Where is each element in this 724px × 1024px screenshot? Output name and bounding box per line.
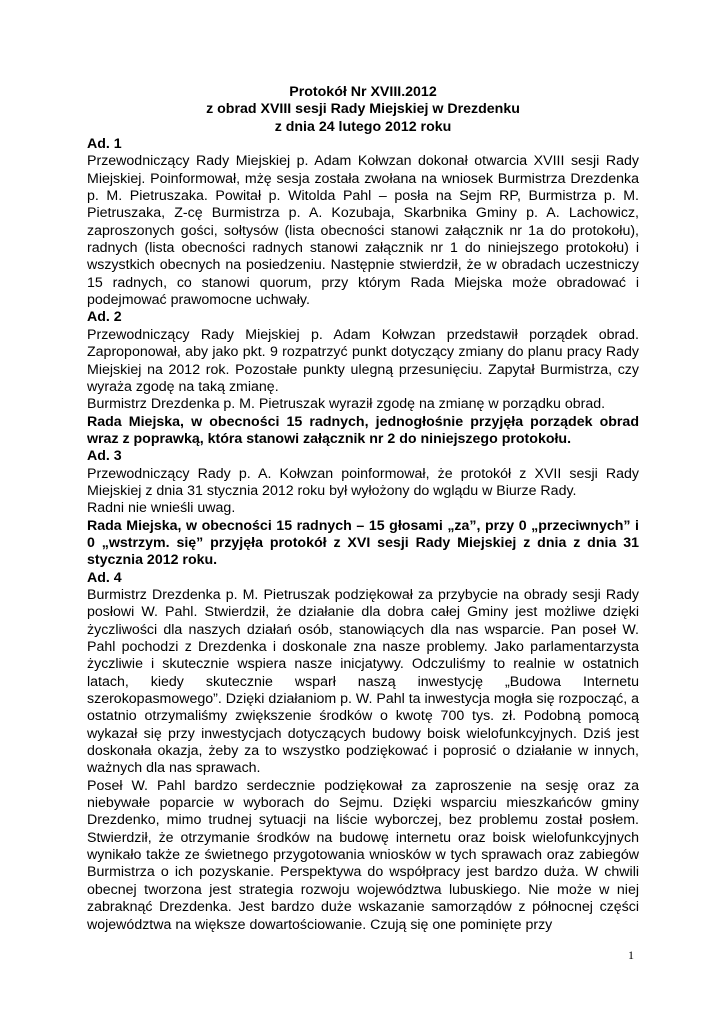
document-title-line-1: Protokół Nr XVIII.2012 xyxy=(289,84,437,100)
ad2-paragraph-2: Burmistrz Drezdenka p. M. Pietruszak wyraził zgodę na zmianę w porządku obrad. xyxy=(87,396,606,413)
document-title-line-3: z dnia 24 lutego 2012 roku xyxy=(274,118,452,135)
ad4-paragraph-1: Burmistrz Drezdenka p. M. Pietruszak podziękował za przybycie na obrady sesji Rady posłowi W. Pahl. Stwierdził, że działanie dla dobra całej Gminy jest możliwe dzięki życzliwości dla naszych działań osób, stanowiących dla nas wsparcie. Pan poseł W. Pahl pochodzi z Drezdenka i doskonale zna nasze problemy. Jako parlamentarzysta życzliwie i skutecznie wspiera nasze inicjatywy. Odczuliśmy to realnie w ostatnich latach, kiedy skutecznie wsparł naszą inwestycję „Budowa Internetu szerokopasmowego”. Dzięki działaniom p. W. Pahl ta inwestycja mogła się rozpocząć, a ostatnio otrzymaliśmy zwiększenie środków o kwotę 700 tys. zł. Podobną pomocą wykazał się przy inwestycjach dotyczących budowy boisk wielofunkcyjnych. Dziś jest doskonała okazja, żeby za to wszystko podziękować i poprosić o działanie w innych, ważnych dla nas sprawach. xyxy=(87,586,639,777)
ad4-paragraph-2: Poseł W. Pahl bardzo serdecznie podziękował za zaproszenie na sesję oraz za niebywałe poparcie w wyborach do Sejmu. Dzięki wsparciu mieszkańców gminy Drezdenko, mimo trudnej sytuacji na liście wyborczej, bez problemu został posłem. Stwierdził, że otrzymanie środków na budowę internetu oraz boisk wielofunkcyjnych wynikało także ze świetnego przygotowania wniosków w tych sprawach oraz zabiegów Burmistrza o ich pozyskanie. Perspektywa do współpracy jest bardzo duża. W chwili obecnej tworzona jest strategia rozwoju województwa lubuskiego. Nie może w niej zabraknąć Drezdenka. Jest bardzo duże wskazanie samorządów z północnej części województwa na większe dowartościowanie. Czują się one pominięte przy xyxy=(87,777,639,933)
section-heading-ad1: Ad. 1 xyxy=(87,136,122,153)
section-heading-ad2: Ad. 2 xyxy=(87,309,122,326)
ad2-resolution: Rada Miejska, w obecności 15 radnych, jednogłośnie przyjęła porządek obrad wraz z poprawką, która stanowi załącznik nr 2 do niniejszego protokołu. xyxy=(87,413,639,447)
document-title-line-2: z obrad XVIII sesji Rady Miejskiej w Drezdenku xyxy=(206,101,520,118)
ad3-resolution: Rada Miejska, w obecności 15 radnych – 15 głosami „za”, przy 0 „przeciwnych” i 0 „wstrzym. się” przyjęła protokół z XVI sesji Rady Miejskiej z dnia z dnia 31 stycznia 2012 roku. xyxy=(87,517,639,569)
document-page xyxy=(87,84,639,934)
ad1-paragraph: Przewodniczący Rady Miejskiej p. Adam Kołwzan dokonał otwarcia XVIII sesji Rady Miejskiej. Poinformował, mżę sesja została zwołana na wniosek Burmistrza Drezdenka p. M. Pietruszaka. Powitał p. Witolda Pahl – posła na Sejm RP, Burmistrza p. M. Pietruszaka, Z-cę Burmistrza p. A. Kozubaja, Skarbnika Gminy p. A. Lachowicz, zaproszonych gości, sołtysów (lista obecności stanowi załącznik nr 1a do protokołu), radnych (lista obecności radnych stanowi załącznik nr 1 do niniejszego protokołu) i wszystkich obecnych na posiedzeniu. Następnie stwierdził, że w obradach uczestniczy 15 radnych, co stanowi quorum, przy którym Rada Miejska może obradować i podejmować prawomocne uchwały. xyxy=(87,153,639,309)
section-heading-ad4: Ad. 4 xyxy=(87,569,122,586)
ad3-paragraph-1: Przewodniczący Rady p. A. Kołwzan poinformował, że protokół z XVII sesji Rady Miejskiej z dnia 31 stycznia 2012 roku był wyłożony do wglądu w Biurze Rady. xyxy=(87,465,639,499)
ad2-paragraph-1: Przewodniczący Rady Miejskiej p. Adam Kołwzan przedstawił porządek obrad. Zaproponował, aby jako pkt. 9 rozpatrzyć punkt dotyczący zmiany do planu pracy Rady Miejskiej na 2012 rok. Pozostałe punkty ulegną przesunięciu. Zapytał Burmistrza, czy wyraża zgodę na taką zmianę. xyxy=(87,326,639,395)
section-heading-ad3: Ad. 3 xyxy=(87,448,122,465)
page-number: 1 xyxy=(628,948,634,962)
ad3-paragraph-2: Radni nie wnieśli uwag. xyxy=(87,500,236,517)
